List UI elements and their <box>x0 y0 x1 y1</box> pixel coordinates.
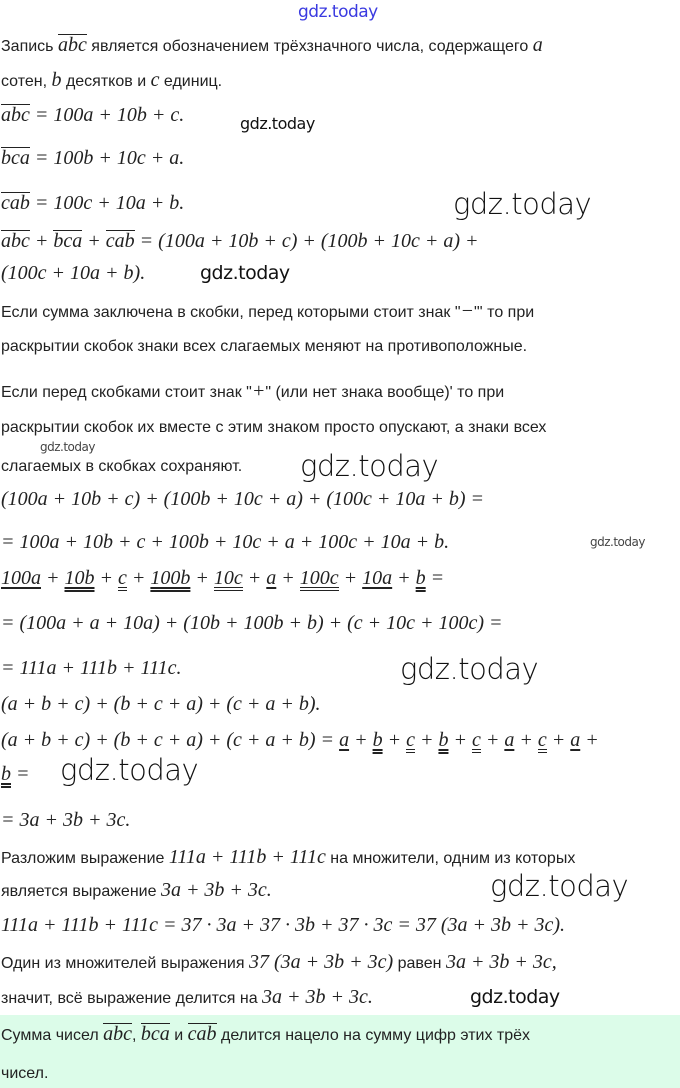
equation-line <box>1 191 184 217</box>
text-line <box>1 335 527 359</box>
equation-line <box>1 762 30 788</box>
underlined-term: 100b <box>150 567 191 589</box>
overlined-number: bca <box>140 1023 170 1045</box>
equation-line <box>1 913 565 939</box>
text-segment: значит, всё выражение делится на <box>1 990 263 1007</box>
math-expression: (100a + 10b + c) + (100b + 10c + a) + (100c + 10a + b) = <box>1 488 485 510</box>
text-line <box>1 68 222 94</box>
math-expression: 37 (3a + 3b + 3c) <box>248 951 394 973</box>
text-segment: десятков и <box>61 73 151 90</box>
text-line <box>1 950 557 976</box>
text-segment: раскрытии скобок их вместе с этим знаком просто опускают, а знаки всех <box>1 419 547 436</box>
underlined-term: a <box>339 729 350 751</box>
text-line <box>1 33 543 59</box>
text-segment: , <box>132 1027 141 1044</box>
overlined-number: abc <box>57 34 87 56</box>
equation-line <box>1 692 321 718</box>
math-expression: 3a + 3b + 3c. <box>262 986 373 1008</box>
text-segment: является выражение <box>1 883 161 900</box>
math-expression: 111a + 111b + 111c <box>168 846 326 868</box>
text-segment: раскрытии скобок знаки всех слагаемых меняют на противоположные. <box>1 338 528 355</box>
text-segment: делится нацело на сумму цифр этих трёх <box>216 1027 531 1044</box>
equation-line <box>1 566 444 592</box>
math-expression: + <box>41 567 65 589</box>
math-expression: + <box>94 567 118 589</box>
underlined-term: a <box>570 729 581 751</box>
math-expression: + <box>414 729 439 751</box>
equation-line <box>1 611 503 637</box>
text-segment: единиц. <box>159 73 223 90</box>
math-expression: = <box>425 567 445 589</box>
math-expression: 3a + 3b + 3c, <box>445 951 557 973</box>
watermark: gdz.today <box>590 535 645 549</box>
underlined-term: c <box>471 729 481 751</box>
math-expression: b <box>51 69 62 91</box>
overlined-number: cab <box>187 1023 217 1045</box>
underlined-term: a <box>504 729 515 751</box>
text-segment: "' то при <box>474 304 535 321</box>
equation-line <box>1 261 145 287</box>
overlined-number: abc <box>1 104 30 126</box>
math-expression: + <box>276 567 300 589</box>
math-expression: + <box>126 567 151 589</box>
underlined-term: b <box>415 567 426 589</box>
math-expression: + <box>338 567 363 589</box>
equation-line <box>1 146 184 172</box>
underlined-term: 100a <box>1 567 41 589</box>
underlined-term: c <box>118 567 127 589</box>
text-line <box>1 985 373 1011</box>
math-expression: + <box>448 729 472 751</box>
equation-line <box>1 103 184 129</box>
overlined-number: cab <box>1 192 30 214</box>
equation-line <box>1 530 449 556</box>
text-line <box>1 299 534 325</box>
overlined-number: bca <box>1 147 30 169</box>
math-expression: + <box>29 230 54 252</box>
text-segment: слагаемых в скобках сохраняют. <box>1 458 243 475</box>
text-segment: Один из множителей выражения <box>1 955 249 972</box>
watermark: gdz.today <box>200 262 290 284</box>
watermark: gdz.today <box>400 652 539 686</box>
math-expression: = 100a + 10b + c. <box>29 104 185 126</box>
text-line <box>1 845 575 871</box>
text-segment: равен <box>393 955 446 972</box>
conclusion-line <box>1 1023 530 1048</box>
text-line <box>1 455 242 479</box>
underlined-term: b <box>438 729 449 751</box>
watermark: gdz.today <box>300 449 439 483</box>
math-expression: + <box>392 567 416 589</box>
math-expression: + <box>546 729 571 751</box>
text-line <box>1 878 272 904</box>
underlined-term: 10a <box>362 567 393 589</box>
watermark: gdz.today <box>490 869 629 903</box>
math-expression: = <box>11 763 30 785</box>
math-expression: = 3a + 3b + 3c. <box>1 809 131 831</box>
math-expression: + <box>480 729 505 751</box>
underlined-term: b <box>1 763 11 785</box>
math-expression: = 100b + 10c + a. <box>29 147 185 169</box>
math-expression: + <box>514 729 538 751</box>
watermark: gdz.today <box>470 986 560 1008</box>
underlined-term: c <box>406 729 415 751</box>
text-segment: " (или нет знака вообще)' то при <box>265 384 505 401</box>
underlined-term: 10b <box>64 567 95 589</box>
text-segment: сотен, <box>1 73 52 90</box>
text-line <box>1 379 504 405</box>
text-segment: чисел. <box>1 1065 49 1082</box>
math-expression: − <box>460 300 474 322</box>
math-expression: c <box>150 69 160 91</box>
text-segment: и <box>169 1027 188 1044</box>
math-expression: 111a + 111b + 111c = 37 · 3a + 37 · 3b + 37 · 3c = 37 (3a + 3b + 3c). <box>1 914 566 936</box>
underlined-term: b <box>372 729 383 751</box>
math-expression: + <box>580 729 599 751</box>
math-expression: + <box>190 567 214 589</box>
watermark: gdz.today <box>240 114 315 133</box>
equation-line <box>1 808 130 834</box>
equation-line <box>1 656 181 682</box>
text-line <box>1 416 546 440</box>
math-expression: = 111a + 111b + 111c. <box>1 657 182 679</box>
overlined-number: cab <box>105 230 135 252</box>
math-expression: (a + b + c) + (b + c + a) + (c + a + b) = <box>1 729 340 751</box>
overlined-number: bca <box>53 230 83 252</box>
underlined-term: 10c <box>213 567 243 589</box>
math-expression: = (100a + a + 10a) + (10b + 100b + b) + (c + 10c + 100c) = <box>1 612 503 634</box>
watermark: gdz.today <box>453 187 592 221</box>
text-segment: Если перед скобками стоит знак " <box>1 384 252 401</box>
equation-line <box>1 229 479 255</box>
equation-line <box>1 728 599 754</box>
math-expression: + <box>349 729 373 751</box>
math-expression: = 100a + 10b + c + 100b + 10c + a + 100c + 10a + b. <box>1 531 450 553</box>
math-expression: 3a + 3b + 3c. <box>160 879 272 901</box>
underlined-term: a <box>266 567 277 589</box>
watermark: gdz.today <box>298 2 378 22</box>
math-expression: (100c + 10a + b). <box>1 262 146 284</box>
underlined-term: 100c <box>299 567 339 589</box>
underlined-term: c <box>537 729 547 751</box>
text-segment: Запись <box>1 38 58 55</box>
text-segment: Если сумма заключена в скобки, перед которыми стоит знак " <box>1 304 461 321</box>
equation-line <box>1 487 484 513</box>
conclusion-line <box>1 1062 48 1086</box>
text-segment: является обозначением трёхзначного числа, содержащего <box>86 38 533 55</box>
overlined-number: abc <box>1 230 30 252</box>
math-expression: + <box>242 567 267 589</box>
watermark: gdz.today <box>60 753 199 787</box>
math-expression: + <box>251 380 266 402</box>
text-segment: Разложим выражение <box>1 850 169 867</box>
text-segment: Сумма чисел <box>1 1027 104 1044</box>
overlined-number: abc <box>103 1023 133 1045</box>
math-expression: = (100a + 10b + c) + (100b + 10c + a) + <box>134 230 479 252</box>
watermark: gdz.today <box>40 440 95 454</box>
math-expression: + <box>382 729 407 751</box>
math-expression: = 100c + 10a + b. <box>29 192 185 214</box>
text-segment: на множители, одним из которых <box>325 850 576 867</box>
math-expression: (a + b + c) + (b + c + a) + (c + a + b). <box>1 693 321 715</box>
math-expression: + <box>82 230 106 252</box>
math-expression: a <box>532 34 543 56</box>
